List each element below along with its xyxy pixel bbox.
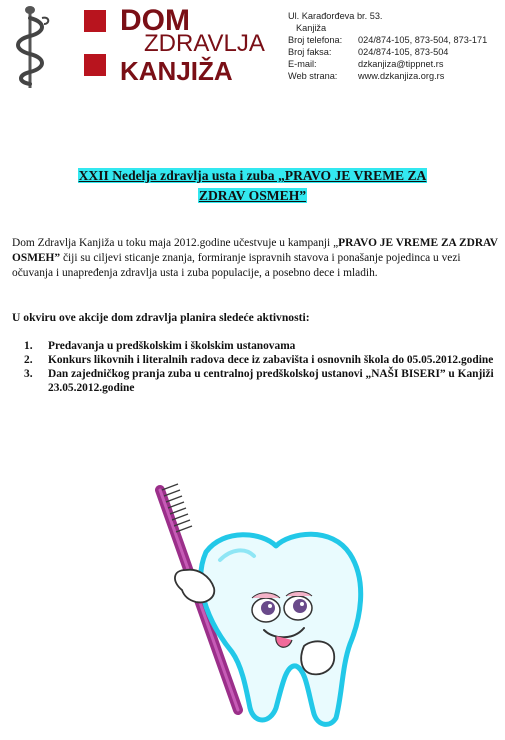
list-number: 1. <box>24 340 33 352</box>
list-number: 3. <box>24 368 33 380</box>
logo-word-dom: DOM <box>120 4 190 37</box>
contact-value: www.dzkanjiza.org.rs <box>358 71 445 81</box>
contact-label: Broj faksa: <box>288 47 332 57</box>
logo-word-zdravlja: ZDRAVLJA <box>144 30 265 57</box>
document-title <box>0 166 505 206</box>
contact-value: 024/874-105, 873-504 <box>358 47 449 57</box>
tooth-mascot-illustration <box>128 470 396 730</box>
contact-label: E-mail: <box>288 59 317 69</box>
contact-row-fax <box>288 46 449 58</box>
contact-label: Web strana: <box>288 71 338 81</box>
activities-list <box>24 339 504 395</box>
title-line-2: ZDRAV OSMEH” <box>198 188 307 203</box>
list-item <box>24 367 504 395</box>
caduceus-logo-icon <box>6 4 54 90</box>
title-line-1: XXII Nedelja zdravlja usta i zuba „PRAVO JE VREME ZA <box>78 168 427 183</box>
campaign-name: PRAVO JE VREME ZA ZDRAV OSMEH” <box>12 237 498 264</box>
tooth-hand-right-icon <box>301 641 334 674</box>
intro-paragraph <box>12 236 498 281</box>
contact-row-phone <box>288 34 488 46</box>
brand-logo <box>78 6 278 88</box>
contact-row-email <box>288 58 444 70</box>
activities-lead: U okviru ove akcije dom zdravlja planira sledeće aktivnosti: <box>12 311 310 324</box>
logo-word-kanjiza: KANJIŽA <box>120 56 233 86</box>
list-number: 2. <box>24 354 33 366</box>
contact-row-web <box>288 70 445 82</box>
list-item-text: Dan zajedničkog pranja zuba u centralnoj predškolskoj ustanovi „NAŠI BISERI” u Kanjiži 23.05.2012.godine <box>48 368 494 394</box>
book-emblem-bottom-icon <box>84 54 106 76</box>
contact-value: dzkanjiza@tippnet.rs <box>358 59 444 69</box>
list-item <box>24 339 504 353</box>
list-item-text: Konkurs likovnih i literalnih radova dece iz zabavišta i osnovnih škola do 05.05.2012.godine <box>48 354 494 366</box>
address-line: Ul. Karađorđeva br. 53. <box>288 11 383 21</box>
intro-text-start: Dom Zdravlja Kanjiža u toku maja 2012.godine učestvuje u kampanji „ <box>12 237 339 249</box>
tooth-body-icon <box>201 534 361 724</box>
contact-label: Broj telefona: <box>288 35 343 45</box>
city-line: Kanjiža <box>296 23 327 33</box>
list-item <box>24 353 504 367</box>
contact-block <box>288 10 488 82</box>
intro-text-end: čiji su ciljevi sticanje znanja, formiranje ispravnih stavova i ponašanje pojedinca u vezi očuvanja i unapređenja zdravlja usta i zuba populacije, a posebno dece i mladih. <box>12 252 461 279</box>
book-emblem-top-icon <box>84 10 106 32</box>
list-item-text: Predavanja u predškolskim i školskim ustanovama <box>48 340 296 352</box>
contact-value: 024/874-105, 873-504, 873-171 <box>358 35 488 45</box>
